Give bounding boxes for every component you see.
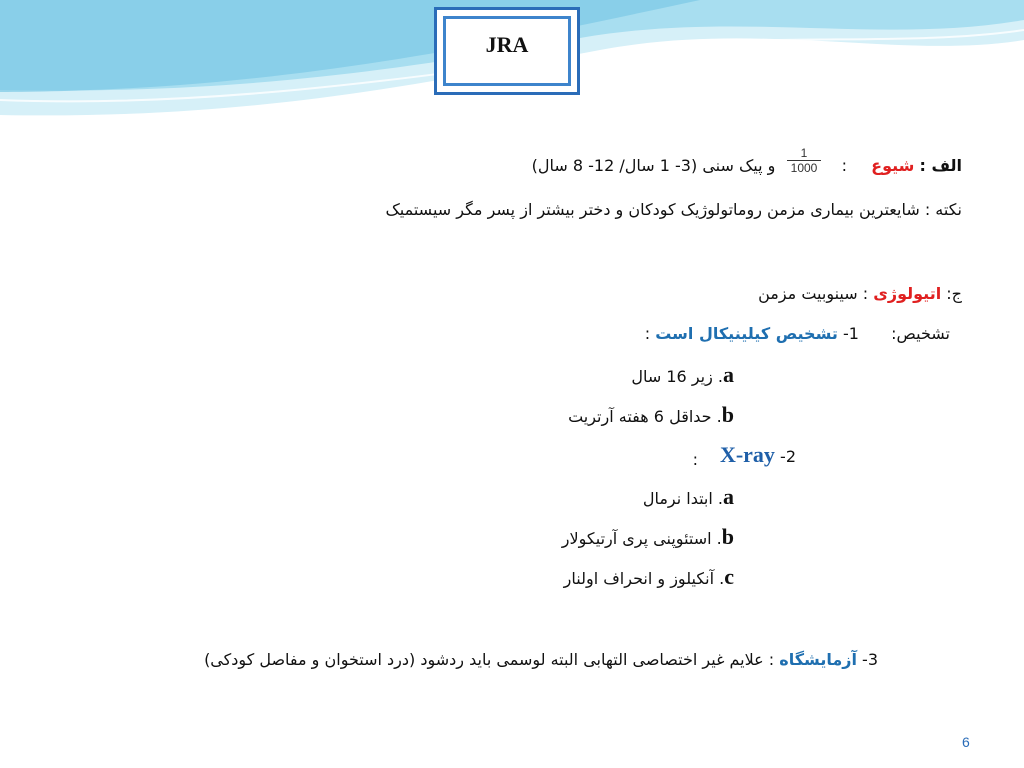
xray-line (720, 442, 796, 468)
incidence-highlight: شیوع (871, 156, 915, 175)
diagnosis-item (631, 362, 734, 388)
xray-item-text: . آنکیلوز و انحراف اولنار (563, 569, 725, 588)
etiology-prefix: ج: (946, 284, 962, 303)
title-frame (434, 7, 580, 95)
title-inner-frame (443, 16, 571, 86)
diagnosis-item-letter: b (721, 402, 734, 427)
xray-label: X-ray (719, 442, 775, 467)
page-number: 6 (962, 734, 970, 750)
lab-highlight: آزمایشگاه (779, 650, 857, 669)
xray-item-letter: c (724, 564, 734, 589)
diagnosis-item-text: . زیر 16 سال (631, 367, 723, 386)
fraction-numerator: 1 (800, 146, 808, 160)
fraction-denominator: 1000 (790, 161, 818, 175)
lab-num: 3- (862, 650, 878, 669)
incidence-line (532, 156, 962, 175)
incidence-colon: : (841, 156, 847, 175)
incidence-rest: و پیک سنی (3- 1 سال/ 12- 8 سال) (531, 156, 776, 175)
xray-num: 2- (780, 447, 796, 466)
xray-item (562, 524, 734, 550)
diagnosis-line (645, 324, 950, 343)
diagnosis-colon: : (644, 324, 651, 343)
incidence-fraction (784, 146, 824, 175)
diagnosis-label: تشخیص: (891, 324, 950, 343)
xray-item-text: . ابتدا نرمال (642, 489, 723, 508)
diagnosis-item-num: 1- (842, 324, 859, 343)
xray-item (564, 564, 734, 590)
diagnosis-item-text: . حداقل 6 هفته آرتریت (568, 407, 722, 426)
etiology-highlight: اتیولوژی (873, 284, 942, 303)
incidence-prefix: الف : (919, 156, 962, 175)
xray-item-letter: a (723, 484, 734, 509)
etiology-rest: : سینوبیت مزمن (758, 284, 869, 303)
diagnosis-highlight: تشخیص کیلینیکال است (655, 324, 838, 343)
lab-line (204, 650, 878, 669)
etiology-line (758, 284, 962, 303)
lab-rest: : علایم غیر اختصاصی التهابی البته لوسمی باید ردشود (درد استخوان و مفاصل کودکی) (204, 650, 775, 669)
xray-item (643, 484, 734, 510)
xray-item-letter: b (721, 524, 734, 549)
diagnosis-item (568, 402, 734, 428)
note-line: نکته : شایعترین بیماری مزمن روماتولوژیک کودکان و دختر بیشتر از پسر مگر سیستمیک (385, 200, 962, 219)
xray-item-text: . استئوپنی پری آرتیکولار (561, 529, 722, 548)
slide-title: JRA (485, 32, 529, 57)
diagnosis-item-letter: a (723, 362, 734, 387)
xray-colon: : (692, 450, 698, 469)
